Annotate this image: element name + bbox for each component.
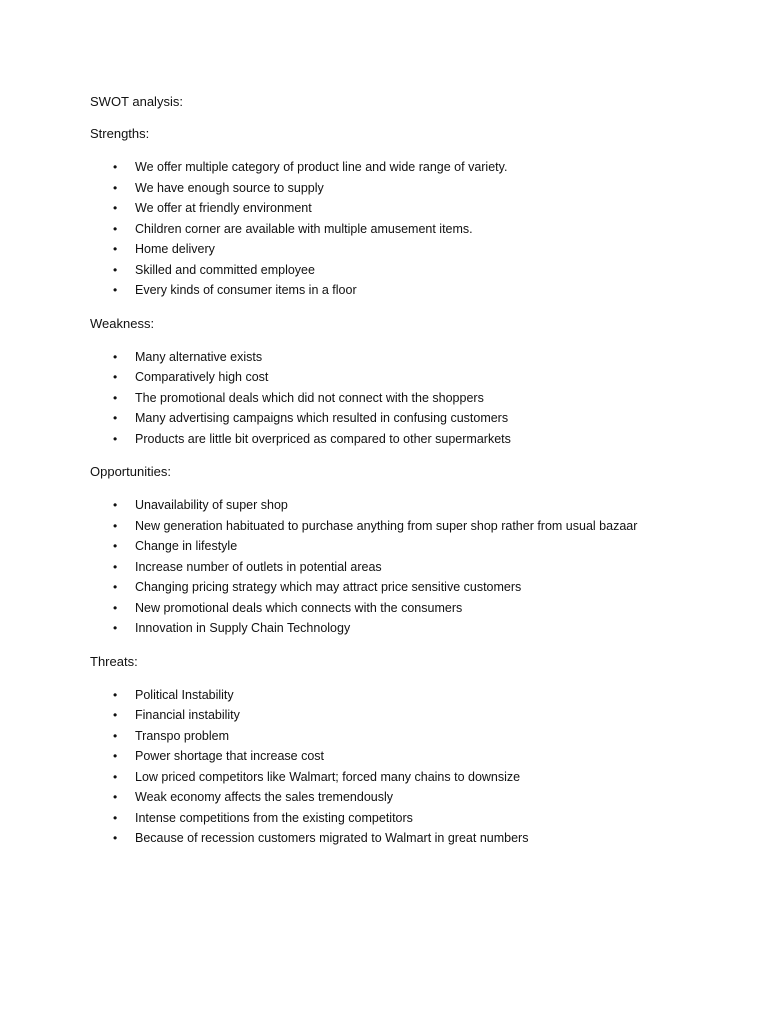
document-title: SWOT analysis: xyxy=(90,94,183,109)
bullet-icon: • xyxy=(113,831,118,845)
bullet-icon: • xyxy=(113,242,118,256)
list-item xyxy=(90,178,730,199)
list-item xyxy=(90,557,730,578)
list-item xyxy=(90,808,730,829)
bullet-icon: • xyxy=(113,221,118,236)
list-item-text: The promotional deals which did not connect with the shoppers xyxy=(135,390,484,405)
bullet-icon: • xyxy=(113,498,118,512)
bullet-icon: • xyxy=(113,728,118,743)
bullet-icon: • xyxy=(113,810,118,825)
bullet-icon: • xyxy=(113,283,118,297)
list-item xyxy=(90,577,730,598)
list-item xyxy=(90,746,730,767)
section-heading-opportunities: Opportunities: xyxy=(90,464,171,479)
list-item-text: Skilled and committed employee xyxy=(135,262,315,277)
list-item xyxy=(90,388,730,409)
list-item xyxy=(90,618,730,639)
list-item-text: Many advertising campaigns which resulted in confusing customers xyxy=(135,411,509,425)
list-item-text: Increase number of outlets in potential areas xyxy=(135,559,382,574)
bullet-icon: • xyxy=(113,349,118,364)
list-item-text: Many alternative exists xyxy=(135,349,263,364)
bullet-icon: • xyxy=(113,518,118,533)
list-item-text: Financial instability xyxy=(135,708,240,722)
list-item xyxy=(90,157,730,178)
list-item-text: New generation habituated to purchase anything from super shop rather from usual bazaar xyxy=(135,518,638,533)
list-item-text: Power shortage that increase cost xyxy=(135,749,324,763)
bullet-icon: • xyxy=(113,600,118,615)
list-item xyxy=(90,726,730,747)
list-item-text: Change in lifestyle xyxy=(135,539,238,553)
bullet-icon: • xyxy=(113,749,118,763)
list-item xyxy=(90,495,730,516)
list-item xyxy=(90,198,730,219)
bullet-icon: • xyxy=(113,262,118,277)
list-item xyxy=(90,429,730,450)
list-item-text: Because of recession customers migrated to Walmart in great numbers xyxy=(135,831,529,845)
weakness-list xyxy=(90,347,730,450)
bullet-icon: • xyxy=(113,559,118,574)
bullet-icon: • xyxy=(113,390,118,405)
list-item-text: Weak economy affects the sales tremendously xyxy=(135,790,394,804)
list-item xyxy=(90,367,730,388)
section-heading-strengths: Strengths: xyxy=(90,126,150,141)
list-item-text: Children corner are available with multiple amusement items. xyxy=(135,221,473,236)
list-item-text: Intense competitions from the existing competitors xyxy=(135,810,413,825)
bullet-icon: • xyxy=(113,411,118,425)
list-item-text: Unavailability of super shop xyxy=(135,498,288,512)
list-item-text: Transpo problem xyxy=(135,728,230,743)
list-item xyxy=(90,685,730,706)
opportunities-list xyxy=(90,495,730,639)
list-item-text: Low priced competitors like Walmart; forced many chains to downsize xyxy=(135,769,521,784)
list-item xyxy=(90,516,730,537)
list-item xyxy=(90,767,730,788)
list-item xyxy=(90,347,730,368)
list-item-text: Home delivery xyxy=(135,242,215,256)
list-item xyxy=(90,280,730,301)
list-item xyxy=(90,787,730,808)
list-item xyxy=(90,536,730,557)
list-item-text: We offer multiple category of product line and wide range of variety. xyxy=(135,160,508,174)
bullet-icon: • xyxy=(113,769,118,784)
document-content xyxy=(90,93,730,863)
bullet-icon: • xyxy=(113,539,118,553)
list-item-text: New promotional deals which connects with the consumers xyxy=(135,600,463,615)
bullet-icon: • xyxy=(113,180,118,195)
bullet-icon: • xyxy=(113,160,118,174)
bullet-icon: • xyxy=(113,708,118,722)
list-item xyxy=(90,828,730,849)
list-item xyxy=(90,219,730,240)
threats-list xyxy=(90,685,730,849)
list-item-text: We offer at friendly environment xyxy=(135,201,312,215)
list-item-text: Comparatively high cost xyxy=(135,370,269,384)
bullet-icon: • xyxy=(113,580,118,594)
list-item-text: Innovation in Supply Chain Technology xyxy=(135,621,351,635)
list-item xyxy=(90,239,730,260)
list-item-text: Products are little bit overpriced as compared to other supermarkets xyxy=(135,431,511,446)
list-item xyxy=(90,408,730,429)
bullet-icon: • xyxy=(113,201,118,215)
strengths-list xyxy=(90,157,730,301)
list-item-text: Political Instability xyxy=(135,687,234,702)
list-item-text: We have enough source to supply xyxy=(135,180,324,195)
bullet-icon: • xyxy=(113,370,118,384)
bullet-icon: • xyxy=(113,621,118,635)
section-heading-weakness: Weakness: xyxy=(90,315,155,331)
list-item-text: Changing pricing strategy which may attract price sensitive customers xyxy=(135,580,522,594)
section-heading-threats: Threats: xyxy=(90,653,138,669)
bullet-icon: • xyxy=(113,687,118,702)
bullet-icon: • xyxy=(113,790,118,804)
list-item xyxy=(90,705,730,726)
list-item xyxy=(90,598,730,619)
list-item xyxy=(90,260,730,281)
bullet-icon: • xyxy=(113,431,118,446)
list-item-text: Every kinds of consumer items in a floor xyxy=(135,283,357,297)
